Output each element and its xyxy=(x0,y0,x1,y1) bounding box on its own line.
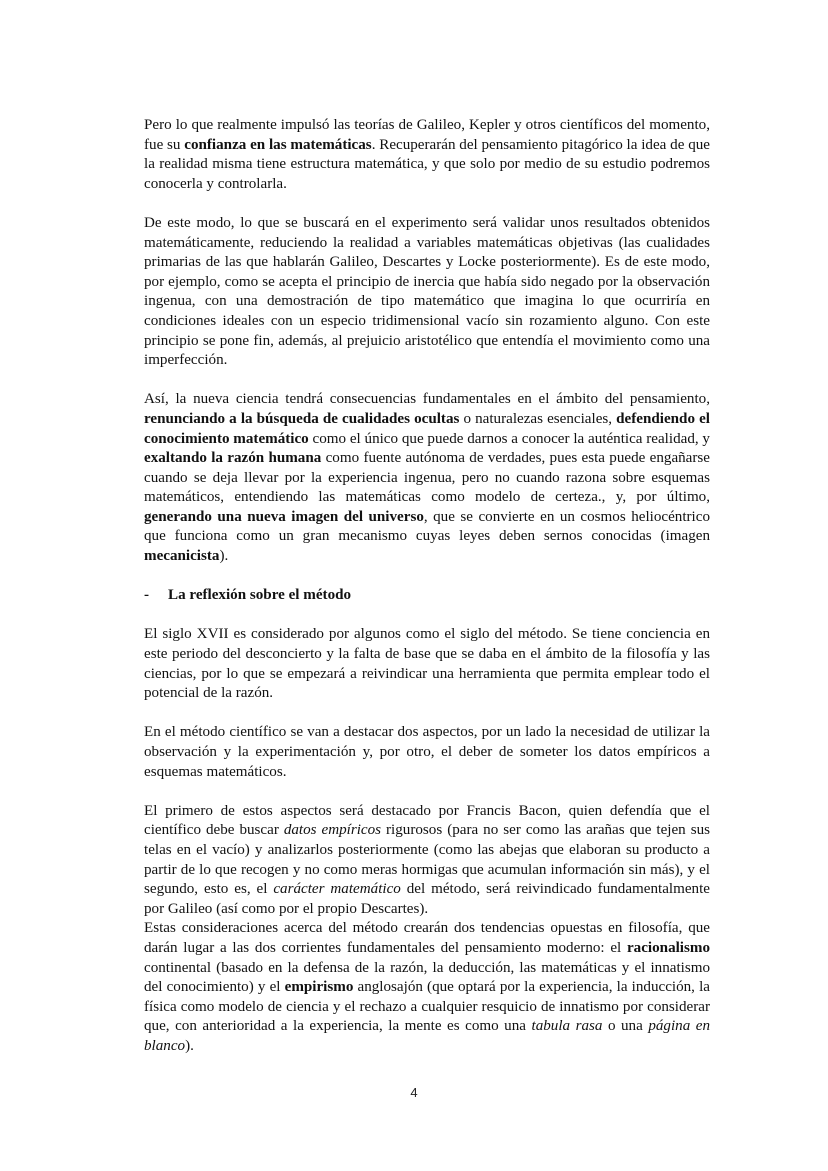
bold-phrase: defendiendo el conocimiento matemático xyxy=(144,410,710,447)
text-run: , que se convierte en un cosmos heliocéntrico que funciona como un gran mecanismo cuyas leyes deben sernos conocidas (imagen xyxy=(144,508,710,545)
bold-phrase: confianza en las matemáticas xyxy=(184,136,372,153)
paragraph-5 xyxy=(144,723,710,782)
italic-phrase: datos empíricos xyxy=(283,822,382,839)
text-run: como fuente autónoma de verdades, pues esta puede engañarse cuando se deja llevar por la experiencia ingenua, pero no cuando razona sobre esquemas matemáticos, entendiendo las matemáticas como modelo de certeza., y, por último, xyxy=(144,450,710,506)
bold-phrase: exaltando la razón humana xyxy=(144,450,322,467)
italic-phrase: tabula rasa xyxy=(531,1018,603,1035)
heading-text: La reflexión sobre el método xyxy=(168,587,352,604)
text-run: Pero lo que realmente impulsó las teorías de Galileo, Kepler y otros científicos del momento, fue su xyxy=(144,117,710,153)
text-run: o naturalezas esenciales, xyxy=(459,410,617,427)
text-run: continental (basado en la defensa de la razón, la deducción, las matemáticas y el innatismo del conocimiento) y el xyxy=(144,959,710,996)
text-run: . Recuperarán del pensamiento pitagórico la idea de que la realidad misma tiene estructura matemática, y que solo por medio de su estudio podremos conocerla y controlarla. xyxy=(144,136,710,192)
text-run: El siglo XVII es considerado por algunos como el siglo del método. Se tiene conciencia en este periodo del desconcierto y la falta de base que se daba en el ámbito de la filosofía y las ciencias, por lo que se empezará a reivindicar una herramienta que permita emplear todo el potencial de la razón. xyxy=(144,626,710,702)
bold-phrase: renunciando a la búsqueda de cualidades ocultas xyxy=(144,410,460,427)
paragraph-6 xyxy=(144,802,710,920)
text-run: El primero de estos aspectos será destacado por Francis Bacon, quien defendía que el científico debe buscar xyxy=(144,802,710,839)
italic-phrase: página en blanco xyxy=(144,1018,710,1054)
text-run: ). xyxy=(185,1037,194,1054)
text-run: o una xyxy=(602,1018,649,1035)
heading-bullet: - xyxy=(144,587,150,604)
text-run: anglosajón (que optará por la experiencia, la inducción, la física como modelo de ciencia y el rechazo a cualquier resquicio de innatismo por considerar que, con anterioridad a la experiencia, la mente es como una xyxy=(144,979,710,1035)
text-run: De este modo, lo que se buscará en el experimento será validar unos resultados obtenidos matemáticamente, reduciendo la realidad a variables matemáticas objetivas (las cualidades primarias de las que hablarán Galileo, Descartes y Locke posteriormente). Es de este modo, por ejemplo, como se acepta el principio de inercia que había sido negado por la observación ingenua, con una demostración de tipo matemático que imagina lo que ocurriría en condiciones ideales con un especio tridimensional vacío sin rozamiento alguno. Con este principio se pone fin, además, al prejuicio aristotélico que entendía el movimiento como una imperfección. xyxy=(144,214,710,369)
paragraph-3 xyxy=(144,390,710,566)
text-run: rigurosos (para no ser como las arañas que tejen sus telas en el vacío) y analizarlos posteriormente (como las abejas que elaboran su producto a partir de lo que recogen y no como meras hormigas que acumulan información sin más), y el segundo, esto es, el xyxy=(144,822,710,898)
bold-phrase: racionalismo xyxy=(626,939,710,956)
italic-phrase: carácter matemático xyxy=(273,881,401,898)
bold-phrase: generando una nueva imagen del universo xyxy=(144,508,424,525)
bold-phrase: empirismo xyxy=(284,979,354,996)
paragraph-7 xyxy=(144,919,710,1056)
text-run: Así, la nueva ciencia tendrá consecuencias fundamentales en el ámbito del pensamiento, xyxy=(144,391,710,408)
paragraph-4 xyxy=(144,625,710,703)
paragraph-1 xyxy=(144,116,710,194)
text-run: como el único que puede darnos a conocer la auténtica realidad, y xyxy=(308,430,710,447)
text-run: del método, será reivindicado fundamentalmente por Galileo (así como por el propio Descartes). xyxy=(144,881,710,917)
section-heading xyxy=(144,586,710,606)
bold-phrase: mecanicista xyxy=(144,548,220,565)
text-run: Estas consideraciones acerca del método crearán dos tendencias opuestas en filosofía, que darán lugar a las dos corrientes fundamentales del pensamiento moderno: el xyxy=(144,920,710,956)
paragraph-2 xyxy=(144,214,710,371)
text-run: ). xyxy=(219,548,229,565)
text-run: En el método científico se van a destacar dos aspectos, por un lado la necesidad de utilizar la observación y la experimentación y, por otro, el deber de someter los datos empíricos a esquemas matemáticos. xyxy=(144,724,710,780)
page-number: 4 xyxy=(410,1085,418,1100)
document-body xyxy=(144,116,710,1057)
